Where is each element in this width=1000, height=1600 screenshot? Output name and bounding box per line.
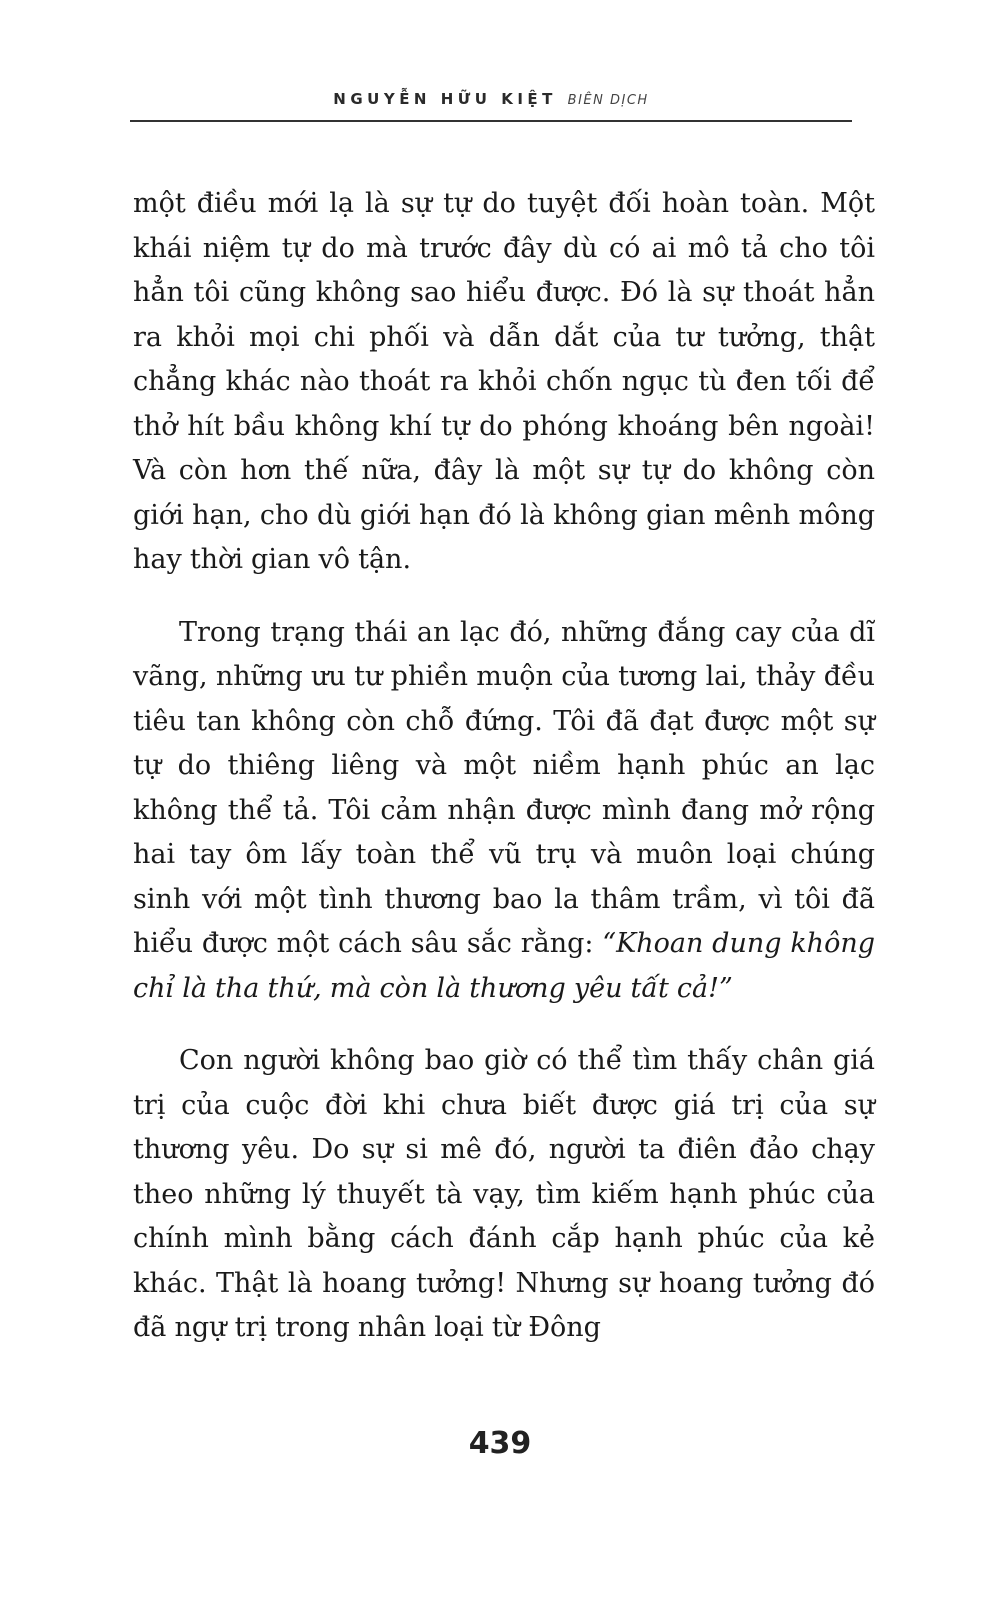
running-header <box>130 86 852 122</box>
header-author: NGUYỄN HỮU KIỆT <box>333 90 557 108</box>
italic-quote: “Khoan dung không chỉ là tha thứ, mà còn là thương yêu tất cả!” <box>133 928 876 1004</box>
paragraph-2 <box>133 611 875 1012</box>
paragraph-2-text: Trong trạng thái an lạc đó, những đắng cay của dĩ vãng, những ưu tư phiền muộn của tương lai, thảy đều tiêu tan không còn chỗ đứng. Tôi đã đạt được một sự tự do thiêng liêng và một niềm hạnh phúc an lạc không thể tả. Tôi cảm nhận được mình đang mở rộng hai tay ôm lấy toàn thể vũ trụ và muôn loại chúng sinh với một tình thương bao la thâm trầm, vì tôi đã hiểu được một cách sâu sắc rằng: <box>133 616 875 959</box>
paragraph-3 <box>133 1039 875 1351</box>
header-role: BIÊN DỊCH <box>567 93 649 108</box>
page-number: 439 <box>468 1426 532 1461</box>
paragraph-1-text: một điều mới lạ là sự tự do tuyệt đối hoàn toàn. Một khái niệm tự do mà trước đây dù có ai mô tả cho tôi hẳn tôi cũng không sao hiểu được. Đó là sự thoát hẳn ra khỏi mọi chi phối và dẫn dắt của tư tưởng, thật chẳng khác nào thoát ra khỏi chốn ngục tù đen tối để thở hít bầu không khí tự do phóng khoáng bên ngoài! Và còn hơn thế nữa, đây là một sự tự do không còn giới hạn, cho dù giới hạn đó là không gian mênh mông hay thời gian vô tận. <box>133 188 875 575</box>
paragraph-3-text: Con người không bao giờ có thể tìm thấy chân giá trị của cuộc đời khi chưa biết được giá trị của sự thương yêu. Do sự si mê đó, người ta điên đảo chạy theo những lý thuyết tà vạy, tìm kiếm hạnh phúc của chính mình bằng cách đánh cắp hạnh phúc của kẻ khác. Thật là hoang tưởng! Nhưng sự hoang tưởng đó đã ngự trị trong nhân loại từ Đông <box>133 1045 875 1343</box>
paragraph-1 <box>133 182 875 583</box>
body-text <box>133 182 875 1379</box>
